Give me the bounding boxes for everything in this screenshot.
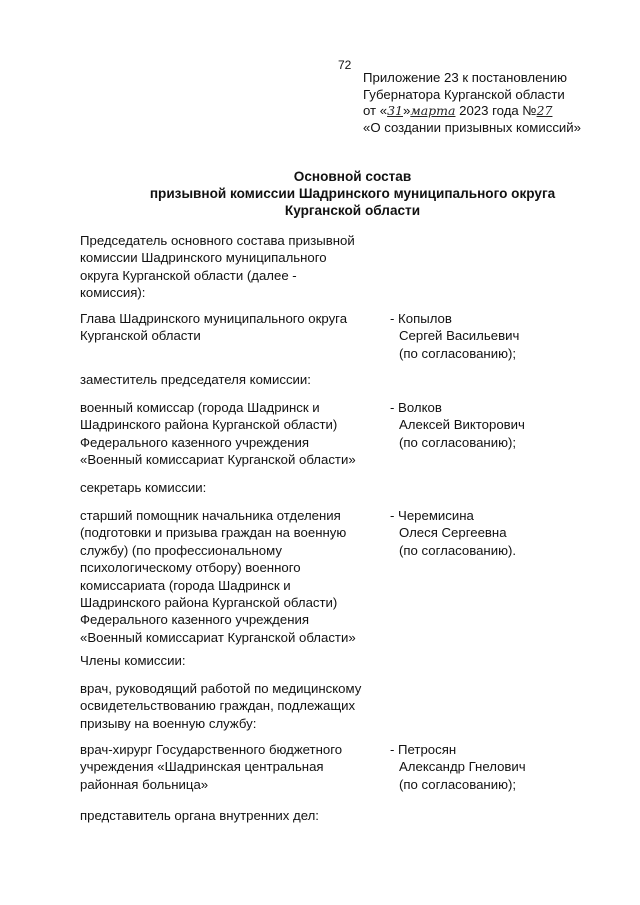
deputy-position-line-2: Шадринского района Курганской области) [80,417,338,433]
secretary-name [390,507,610,559]
appendix-header [363,70,581,136]
doctor-heading-line-2: освидетельствованию граждан, подлежащих [80,698,356,714]
deputy-position [80,399,380,469]
secretary-given-name: Олеся Сергеевна [399,525,507,541]
chair-given-name: Сергей Васильевич [399,328,520,344]
doctor-position [80,741,380,793]
chair-position-line-2: Курганской области [80,328,201,344]
secretary-heading: секретарь комиссии: [80,480,207,495]
handwritten-day: 31 [387,103,403,118]
doctor-heading [80,680,361,732]
appendix-date-prefix: от « [363,103,388,118]
secretary-position-line-2: (подготовки и призыва граждан на военную [80,525,347,541]
handwritten-month: марта [410,103,456,118]
deputy-position-line-1: военный комиссар (города Шадринск и [80,400,320,415]
chair-heading-line-2: комиссии Шадринского муниципального [80,250,327,266]
chair-position [80,310,380,345]
deputy-given-name: Алексей Викторович [399,417,525,433]
appendix-line-3 [363,103,581,120]
secretary-position-line-5: комиссариата (города Шадринск и [80,577,291,593]
chair-heading-line-1: Председатель основного состава призывной [80,233,355,248]
appendix-line-1: Приложение 23 к постановлению [363,70,567,85]
appendix-year: 2023 года № [455,103,537,118]
title-line-1: Основной состав [293,169,412,184]
chair-position-line-1: Глава Шадринского муниципального округа [80,311,348,326]
chair-heading [80,232,355,302]
secretary-position-line-1: старший помощник начальника отделения [80,508,341,523]
deputy-name [390,399,610,451]
deputy-surname: - Волков [390,400,442,415]
doctor-name [390,741,610,793]
doctor-surname: - Петросян [390,742,457,757]
chair-name [390,310,610,362]
doctor-given-name: Александр Гнелович [399,759,526,775]
chair-surname: - Копылов [390,311,452,326]
secretary-position-line-8: «Военный комиссариат Курганской области» [80,629,356,645]
chair-agreement-note: (по согласованию); [399,345,517,361]
secretary-agreement-note: (по согласованию). [399,542,517,558]
doctor-heading-line-1: врач, руководящий работой по медицинскому [80,681,362,696]
document-title [80,168,625,219]
title-line-2: призывной комиссии Шадринского муниципального округа [149,186,556,201]
chair-heading-line-4: комиссия): [80,285,146,301]
secretary-position-line-4: психологическому отбору) военного [80,560,301,576]
appendix-date-mid: » [403,103,411,118]
police-heading: представитель органа внутренних дел: [80,808,319,823]
handwritten-number: 27 [536,103,553,118]
doctor-position-line-1: врач-хирург Государственного бюджетного [80,742,343,757]
doctor-heading-line-3: призыву на военную службу: [80,715,257,731]
members-heading: Члены комиссии: [80,653,186,668]
appendix-line-2: Губернатора Курганской области [363,86,565,102]
deputy-position-line-3: Федерального казенного учреждения [80,434,309,450]
title-line-3: Курганской области [284,203,421,218]
secretary-position [80,507,380,646]
secretary-position-line-6: Шадринского района Курганской области) [80,595,338,611]
appendix-line-4: «О создании призывных комиссий» [363,119,581,135]
chair-heading-line-3: округа Курганской области (далее - [80,267,297,283]
deputy-agreement-note: (по согласованию); [399,434,517,450]
secretary-position-line-7: Федерального казенного учреждения [80,612,309,628]
doctor-position-line-3: районная больница» [80,776,209,792]
deputy-position-line-4: «Военный комиссариат Курганской области» [80,452,356,468]
deputy-heading: заместитель председателя комиссии: [80,372,311,387]
doctor-agreement-note: (по согласованию); [399,776,517,792]
page-number: 72 [338,58,352,72]
doctor-position-line-2: учреждения «Шадринская центральная [80,759,324,775]
secretary-position-line-3: службу) (по профессиональному [80,542,282,558]
secretary-surname: - Черемисина [390,508,474,523]
